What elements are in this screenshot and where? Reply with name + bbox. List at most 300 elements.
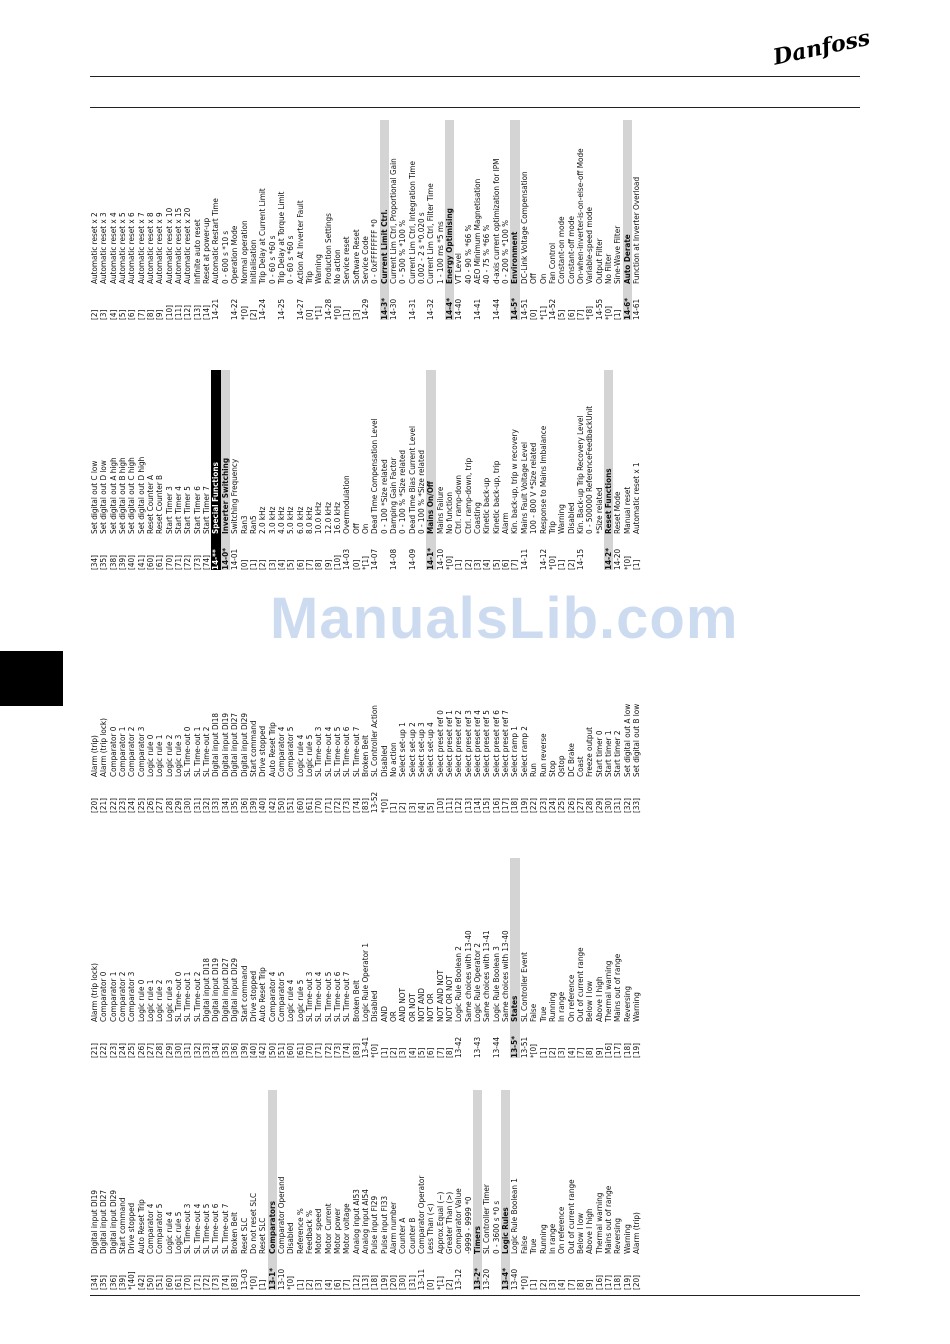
parameter-text: Comparator 3 [126,971,137,1022]
parameter-code: [1] [294,1279,305,1290]
parameter-code: [1] [453,559,464,570]
parameter-code: 13-51 [518,1036,529,1058]
parameter-row [595,120,604,320]
parameter-text: Comparator 1 [117,726,128,777]
parameter-code: [30] [602,798,613,813]
parameter-text: Normal operation [238,220,249,284]
parameter-code: 14-61 [630,298,641,320]
parameter-text: True [528,1238,539,1254]
parameter-code: [4] [416,802,427,813]
parameter-row [389,858,398,1058]
parameter-code: 14-08 [388,548,398,570]
parameter-row [324,858,333,1058]
parameter-text: Select preset ref 6 [490,710,501,777]
parameter-row [342,370,351,570]
parameter-text: Reset Mode [612,491,623,534]
parameter-row [118,1090,127,1290]
parameter-code: [39] [247,798,258,813]
parameter-text: Motor speed [313,1208,324,1254]
parameter-text: True [537,1006,548,1022]
parameter-code: [33] [630,798,641,813]
parameter-row [501,613,510,813]
parameter-row [595,858,604,1058]
parameter-text: Dead Time Compensation Level [369,418,380,534]
parameter-text: SL Time-out 7 [341,971,352,1022]
parameter-text: Damping Gain Factor [388,457,398,534]
parameter-code: [2] [537,1279,548,1290]
parameter-row [193,370,202,570]
parameter-code: *[1] [537,306,548,320]
parameter-row [118,858,127,1058]
parameter-text: Select set-up 2 [406,722,417,777]
parameter-code: 14-6* [621,297,632,320]
parameter-row [426,1090,435,1290]
parameter-list [90,80,860,1290]
parameter-code: [8] [444,1047,455,1058]
parameter-row [174,613,183,813]
parameter-code: [31] [406,1275,417,1290]
parameter-text: Comparator 1 [107,971,118,1022]
parameter-text: Operation Mode [229,225,240,284]
parameter-row [249,613,258,813]
parameter-row [258,858,267,1058]
parameter-code: [14] [201,305,212,320]
parameter-row [510,613,519,813]
parameter-code: [9] [584,1279,595,1290]
parameter-code: [50] [266,1043,277,1058]
parameter-row [408,613,417,813]
parameter-row [277,370,286,570]
parameter-code: 14-27 [294,298,305,320]
parameter-row [370,858,379,1058]
parameter-text: Below I low [584,980,595,1022]
parameter-text: SL Time-out 6 [210,1203,221,1254]
parameter-text: Comparator 5 [285,726,296,777]
parameter-text: Fan Control [546,242,557,284]
parameter-text: Software Reset [350,229,361,284]
parameter-row [613,120,622,320]
parameter-row [632,613,641,813]
parameter-code: [36] [238,798,249,813]
parameter-row [109,1090,118,1290]
parameter-text: Comparator 2 [117,971,128,1022]
parameter-row [567,613,576,813]
parameter-row [324,370,333,570]
parameter-row [342,858,351,1058]
parameter-row [398,858,407,1058]
parameter-text: Comparator 5 [275,971,286,1022]
parameter-code: 14-09 [406,548,417,570]
parameter-text: Automatic reset x 9 [154,212,165,284]
parameter-text: Reference % [294,1208,305,1254]
parameter-text: SL Time-out 3 [303,971,314,1022]
parameter-text: 0 - 100 % *Size related [397,450,408,534]
parameter-text: Auto Derate [621,234,632,284]
parameter-text: No action [388,742,398,777]
parameter-text: Below I low [574,1212,585,1254]
parameter-code: [1] [257,1279,268,1290]
parameter-text: Above I high [593,976,604,1022]
parameter-code: [1] [528,1279,539,1290]
parameter-code: [51] [275,1043,286,1058]
parameter-code: [24] [117,1043,128,1058]
parameter-row [174,370,183,570]
parameter-text: Digital input DI19 [219,713,230,777]
parameter-code: 14-4* [444,297,455,320]
parameter-text: Broken Belt [350,980,361,1022]
parameter-code: [18] [612,1275,623,1290]
parameter-text: Mains out of range [612,953,623,1022]
parameter-text: Kin. Back-up Trip Recovery Level [574,415,585,534]
parameter-code: 14-0* [219,547,230,570]
parameter-code: [8] [574,1279,585,1290]
parameter-code: [27] [145,1043,156,1058]
parameter-text: Digital input DI29 [107,1190,118,1254]
parameter-text: SL Time-out 5 [201,1203,212,1254]
parameter-row [296,120,305,320]
parameter-row [492,1090,501,1290]
parameter-row [380,858,389,1058]
parameter-code: 14-24 [257,298,268,320]
parameter-text: Set digital out A high [107,457,118,534]
parameter-row [333,613,342,813]
parameter-text: SL Time-out 1 [191,726,202,777]
parameter-code: [19] [518,798,529,813]
parameter-text: Digital input DI27 [229,713,240,777]
parameter-text: Current Limit Ctrl. [378,209,389,284]
parameter-code: [71] [191,1275,202,1290]
parameter-text: Switching Frequency [229,458,240,534]
parameter-text: Disabled [565,502,576,534]
parameter-row [211,120,220,320]
parameter-code: [2] [565,559,576,570]
parameter-text: Reset SLC [257,1217,268,1254]
parameter-row [501,858,510,1058]
parameter-row [174,1090,183,1290]
parameter-code: [6] [565,309,576,320]
parameter-code: [14] [472,798,483,813]
parameter-code: 13-20 [481,1268,492,1290]
parameter-code: [3] [397,1047,408,1058]
parameter-row [240,613,249,813]
parameter-row [305,1090,314,1290]
parameter-code: [28] [163,798,174,813]
parameter-text: Logic rule 4 [163,1211,174,1254]
parameter-text: OR [388,1011,398,1022]
parameter-code: [33] [210,798,221,813]
parameter-row [520,120,529,320]
parameter-text: Alarm number [388,1201,398,1254]
parameter-text: Broken Belt [359,735,370,777]
parameter-text: Greater Than (>) [444,1191,455,1254]
parameter-code: [0] [303,309,314,320]
parameter-code: 14-01 [229,548,240,570]
parameter-text: Pulse input FI33 [378,1195,389,1254]
parameter-row [127,858,136,1058]
parameter-code: [19] [621,1275,632,1290]
parameter-row [268,613,277,813]
parameter-code: [1] [378,1047,389,1058]
parameter-code: [23] [107,1043,118,1058]
parameter-text: Special Functions [210,462,221,534]
parameter-text: Thermal warning [593,1192,604,1254]
parameter-text: Reset Counter A [145,474,156,534]
parameter-row [258,120,267,320]
parameter-code: [30] [173,1043,184,1058]
parameter-text: Set digital out B low [630,703,641,777]
parameter-text: SL Time-out 4 [191,1203,202,1254]
parameter-row [174,858,183,1058]
parameter-code: [60] [163,1275,174,1290]
parameter-text: Off [350,523,361,534]
parameter-text: Alarm (trip lock) [98,718,109,777]
parameter-text: Feedback % [303,1210,314,1254]
parameter-code: 13-03 [238,1268,249,1290]
parameter-code: [2] [397,802,408,813]
parameter-code: 14-28 [322,298,333,320]
parameter-row [333,1090,342,1290]
parameter-text: Logic rule 0 [145,734,156,777]
parameter-text: Mains Failure [434,486,445,534]
parameter-code: [7] [574,309,585,320]
parameter-code: [20] [89,798,99,813]
parameter-code: [2] [89,309,99,320]
parameter-code: [17] [612,1043,623,1058]
parameter-code: [18] [509,798,520,813]
parameter-text: 1 - 100 ms *5 ms [434,221,445,284]
parameter-text: Trip Delay at Torque Limit [275,191,286,284]
parameter-code: *[0] [444,556,455,570]
parameter-text: Analog input AI53 [350,1189,361,1254]
parameter-code: *[1] [434,1276,445,1290]
parameter-text: Alarm (trip lock) [89,963,99,1022]
parameter-text: Run reverse [537,733,548,777]
parameter-row [436,858,445,1058]
parameter-text: Drive stopped [247,970,258,1022]
parameter-text: Sine-Wave Filter [612,225,623,284]
parameter-text: Timers [472,1226,483,1254]
parameter-code: [11] [444,798,455,813]
parameter-row [155,370,164,570]
parameter-text: Drive stopped [257,725,268,777]
parameter-code: 14-21 [210,298,221,320]
parameter-text: On [537,273,548,284]
parameter-text: Output Filter [593,238,604,284]
parameter-text: NOT OR NOT [444,975,455,1022]
parameter-row [221,120,230,320]
parameter-code: [23] [537,798,548,813]
parameter-row [165,1090,174,1290]
parameter-code: [28] [584,798,595,813]
parameter-row [155,613,164,813]
parameter-code: 14-11 [518,548,529,570]
parameter-code: [6] [294,559,305,570]
parameter-code: [35] [229,798,240,813]
parameter-text: Logic rule 4 [294,734,305,777]
parameter-row [277,120,286,320]
parameter-text: States [509,995,520,1022]
parameter-row [492,370,501,570]
parameter-row [352,613,361,813]
parameter-text: Start Timer 4 [173,486,184,534]
parameter-text: Trip [303,271,314,284]
parameter-text: SL Time-out 0 [182,726,193,777]
parameter-text: Same choices with 13-41 [481,930,492,1022]
parameter-code: [4] [556,1279,567,1290]
parameter-row [557,613,566,813]
parameter-row [585,858,594,1058]
parameter-code: [60] [145,555,156,570]
parameter-text: Automatic reset x 8 [145,212,156,284]
parameter-code: [38] [107,555,118,570]
parameter-code: [4] [107,309,118,320]
parameter-row [296,1090,305,1290]
parameter-text: Start Timer 6 [191,486,202,534]
parameter-row [277,1090,286,1290]
parameter-text: Running [546,992,557,1022]
parameter-row [529,613,538,813]
parameter-text: Auto Reset Trip [266,722,277,777]
parameter-text: SL Time-out 6 [341,726,352,777]
parameter-code: [22] [98,1043,109,1058]
parameter-row [520,613,529,813]
parameter-text: Motor voltage [341,1203,352,1254]
parameter-code: *[0] [528,1044,539,1058]
parameter-row [296,613,305,813]
parameter-text: Digital input DI19 [210,958,221,1022]
parameter-code: [35] [98,555,109,570]
parameter-text: 0 - 100 % *Size related [416,450,427,534]
parameter-text: Kin. back-up, trip w recovery [509,429,520,534]
parameter-row [380,1090,389,1290]
parameter-code: 13-43 [472,1036,483,1058]
parameter-text: Warning [313,254,324,284]
parameter-row [146,613,155,813]
parameter-text: Digital input DI18 [210,713,221,777]
parameter-code: [22] [528,798,539,813]
parameter-text: Analog input AI54 [359,1189,370,1254]
parameter-code: [3] [313,1279,324,1290]
parameter-text: Logic rule 3 [173,734,184,777]
parameter-text: SL Time-out 3 [182,1203,193,1254]
parameter-text: 0 - 60 s *60 s [266,235,277,284]
parameter-code: [2] [303,1279,314,1290]
parameter-text: 0 - 200 % *100 % [500,219,511,284]
parameter-code: [7] [341,1279,352,1290]
parameter-text: No Filter [602,253,613,284]
parameter-text: Set digital out D high [135,456,146,534]
parameter-code: 13-40 [509,1268,520,1290]
parameter-text: d-axis current optimization for IPM [490,158,501,284]
parameter-text: Disabled [285,1222,296,1254]
parameter-row [230,858,239,1058]
header-rule [90,76,860,77]
parameter-text: Comparator 0 [107,726,118,777]
parameter-text: Mains Fault Voltage Level [518,442,529,534]
parameter-code: [36] [229,1043,240,1058]
parameter-code: [5] [490,559,501,570]
footer-rule [90,1295,860,1296]
parameter-text: 10.0 kHz [313,501,324,534]
parameter-code: [31] [612,798,623,813]
parameter-row [352,120,361,320]
parameter-row [249,1090,258,1290]
parameter-row [426,120,435,320]
parameter-code: [3] [546,1279,557,1290]
parameter-row [529,120,538,320]
parameter-code: [10] [331,555,342,570]
parameter-row [417,613,426,813]
parameter-text: Response to Mains Imbalance [537,425,548,534]
parameter-row [417,1090,426,1290]
parameter-text: Comparator Value [453,1188,464,1254]
parameter-row [324,1090,333,1290]
parameter-row [268,858,277,1058]
parameter-text: Select set-up 1 [397,722,408,777]
parameter-code: [83] [350,1043,361,1058]
parameter-code: [4] [322,1279,333,1290]
parameter-code: [1] [537,1047,548,1058]
parameter-text: Alarm (trip) [89,735,99,777]
parameter-code: [16] [602,1043,613,1058]
parameter-row [557,858,566,1058]
parameter-code: [20] [388,1275,398,1290]
parameter-row [548,613,557,813]
parameter-text: NOT AND NOT [434,970,445,1022]
parameter-row [137,613,146,813]
parameter-row [314,858,323,1058]
parameter-code: [29] [163,1043,174,1058]
parameter-text: Reset SLC [238,1217,249,1254]
parameter-row [146,858,155,1058]
parameter-text: SL Controller Action [369,705,380,777]
parameter-code: [18] [621,1043,632,1058]
parameter-row [361,1090,370,1290]
parameter-code: [40] [247,1043,258,1058]
parameter-row [137,370,146,570]
parameter-text: 0 - 100 *Size related [378,459,389,534]
parameter-text: Inverter Switching [219,457,230,534]
parameter-row [398,1090,407,1290]
parameter-code: [73] [331,1043,342,1058]
parameter-code: 14-55 [593,298,604,320]
parameter-text: Auto Reset Trip [135,1199,146,1254]
parameter-row [314,370,323,570]
parameter-code: 14-5* [509,297,520,320]
parameter-text: Coast [574,756,585,777]
parameter-code: [61] [173,1275,184,1290]
parameter-text: 0 - 0xFFFFFFFF *0 [369,219,380,284]
parameter-row [613,370,622,570]
parameter-row [90,613,99,813]
parameter-code: 14-31 [406,298,417,320]
parameter-code: [26] [135,1043,146,1058]
parameter-code: [72] [182,555,193,570]
parameter-text: Approx.Equal (~) [434,1191,445,1254]
parameter-code: [83] [359,798,370,813]
parameter-row [99,858,108,1058]
parameter-text: Select ramp 1 [509,726,520,777]
parameter-text: 6.0 kHz [294,506,305,534]
parameter-text: Logic Rule Operator 1 [359,943,370,1022]
parameter-code: 13-11 [416,1268,427,1290]
parameter-code: [2] [388,1047,398,1058]
parameter-row [548,1090,557,1290]
parameter-code: [24] [126,798,137,813]
parameter-row [296,370,305,570]
parameter-code: [27] [154,798,165,813]
parameter-code: 14-03 [341,548,352,570]
